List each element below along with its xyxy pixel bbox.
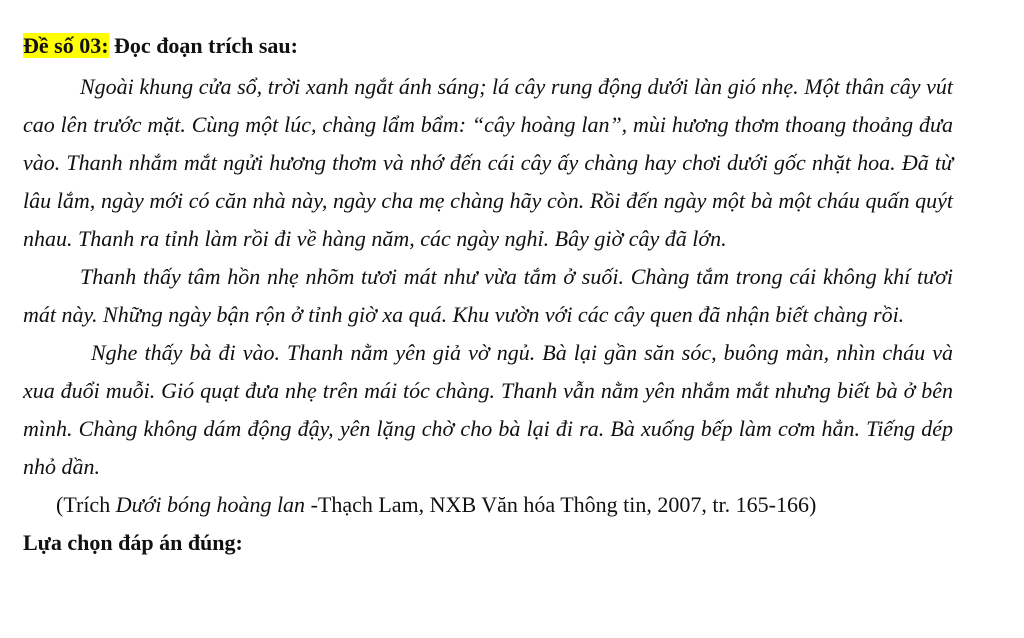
citation-work-title: Dưới bóng hoàng lan bbox=[115, 492, 306, 517]
passage-paragraph-2: Thanh thấy tâm hồn nhẹ nhõm tươi mát như vừa tắm ở suối. Chàng tắm trong cái không khí tươi mát này. Những ngày bận rộn ở tỉnh giờ xa quá. Khu vườn với các cây quen đã nhận biết chàng rồi. bbox=[23, 264, 953, 327]
exam-heading bbox=[23, 30, 953, 62]
source-citation bbox=[23, 486, 953, 524]
passage-paragraph-1: Ngoài khung cửa sổ, trời xanh ngắt ánh sáng; lá cây rung động dưới làn gió nhẹ. Một thân cây vút cao lên trước mặt. Cùng một lúc, chàng lẩm bẩm: “cây hoàng lan”, mùi hương thơm thoang thoảng đưa vào. Thanh nhắm mắt ngửi hương thơm và nhớ đến cái cây ấy chàng hay chơi dưới gốc nhặt hoa. Đã từ lâu lắm, ngày mới có căn nhà này, ngày cha mẹ chàng hãy còn. Rồi đến ngày một bà một cháu quấn quýt nhau. Thanh ra tỉnh làm rồi đi về hàng năm, các ngày nghỉ. Bây giờ cây đã lớn. bbox=[23, 74, 953, 251]
exam-instruction: Đọc đoạn trích sau: bbox=[108, 33, 298, 58]
exam-number-label: Đề số 03: bbox=[23, 33, 109, 58]
passage-paragraph-3: Nghe thấy bà đi vào. Thanh nằm yên giả vờ ngủ. Bà lại gần săn sóc, buông màn, nhìn cháu và xua đuổi muỗi. Gió quạt đưa nhẹ trên mái tóc chàng. Thanh vẫn nằm yên nhắm mắt nhưng biết bà ở bên mình. Chàng không dám động đậy, yên lặng chờ cho bà lại đi ra. Bà xuống bếp làm cơm hẳn. Tiếng dép nhỏ dần. bbox=[23, 340, 953, 479]
citation-details: -Thạch Lam, NXB Văn hóa Thông tin, 2007, tr. 165-166) bbox=[305, 492, 817, 517]
question-prompt: Lựa chọn đáp án đúng: bbox=[23, 530, 243, 555]
citation-prefix: (Trích bbox=[56, 492, 116, 517]
document-page bbox=[23, 30, 953, 562]
